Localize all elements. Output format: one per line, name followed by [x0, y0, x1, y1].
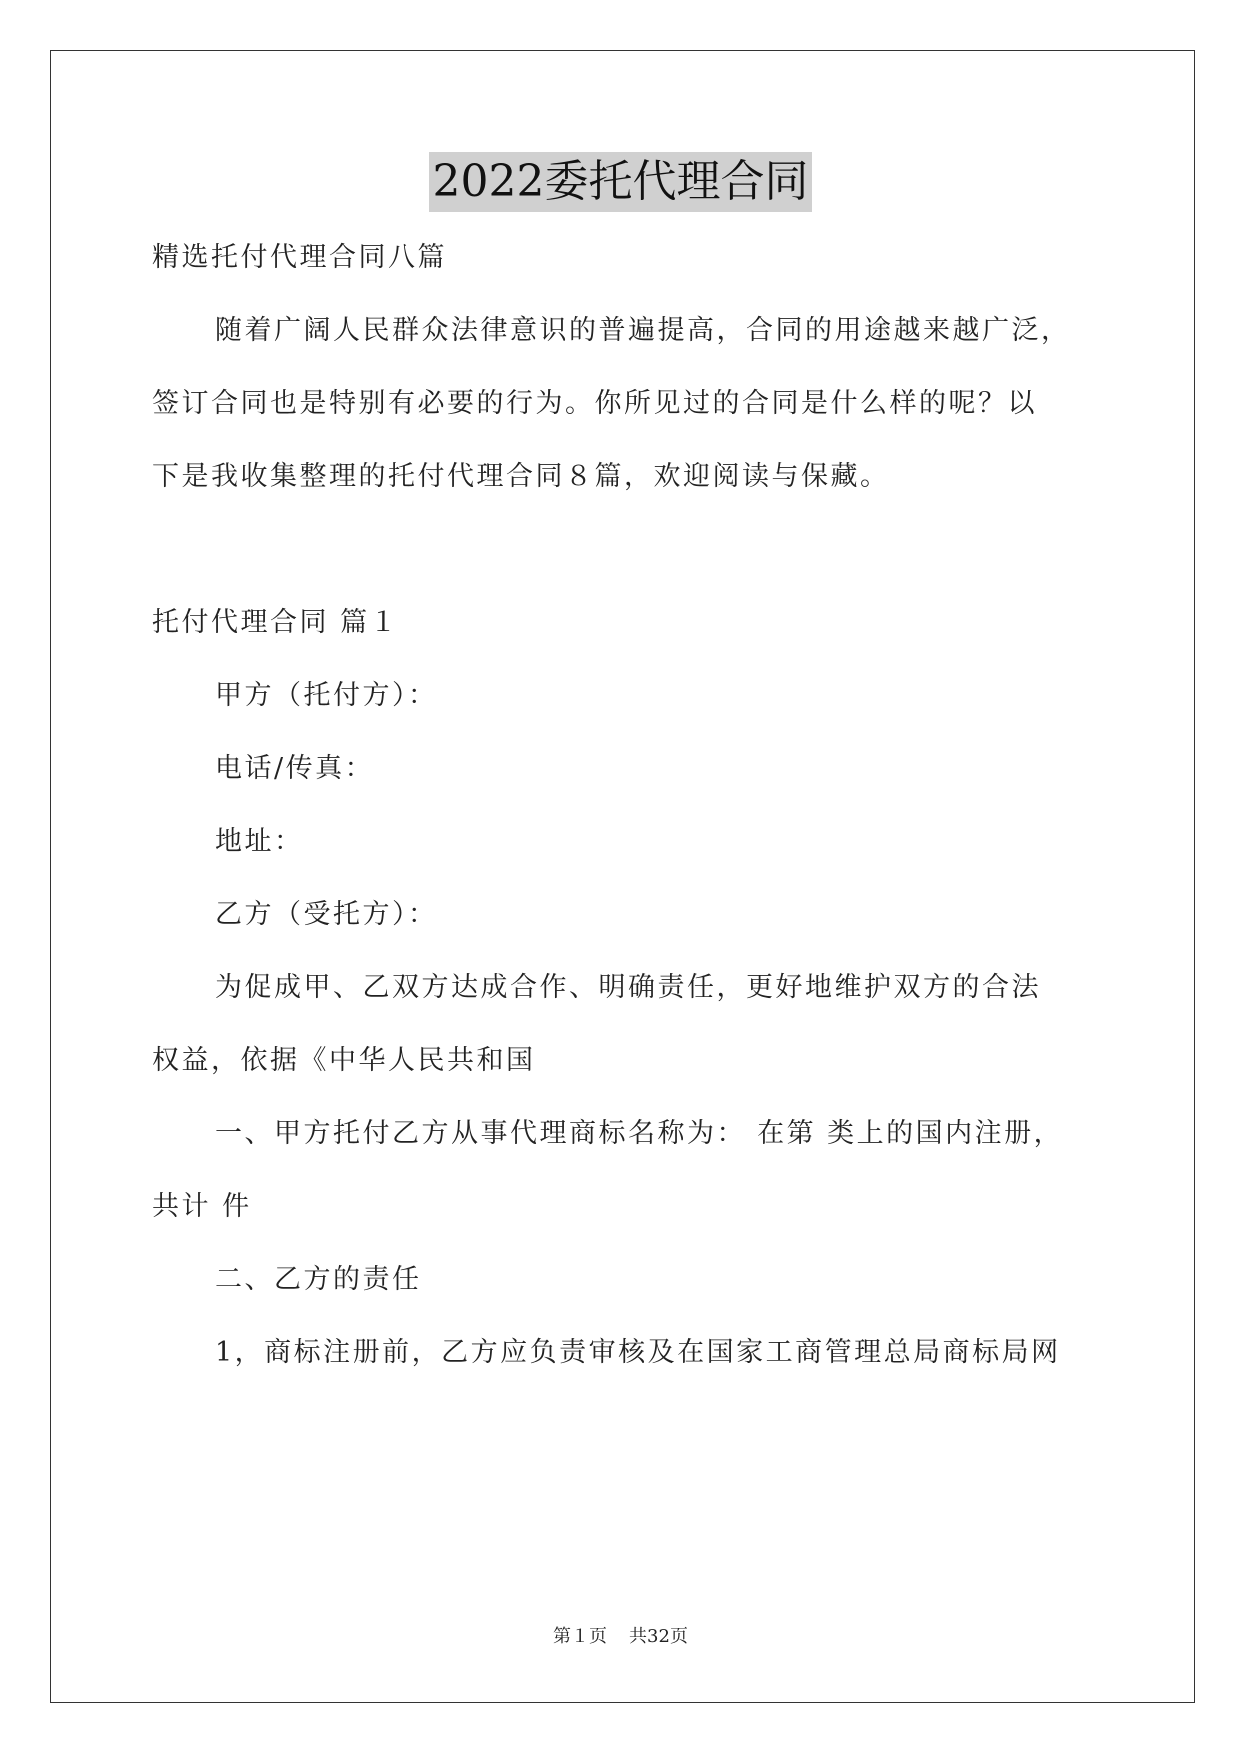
section-heading: 托付代理合同 篇１ [152, 607, 400, 638]
paragraph-line: 共计 件 [152, 1191, 252, 1222]
phone-fax-line: 电话/传真： [215, 753, 375, 784]
clause-one-line: 一、甲方托付乙方从事代理商标名称为： 在第 类上的国内注册， [215, 1118, 1064, 1149]
clause-two-heading: 二、乙方的责任 [215, 1264, 422, 1295]
clause-two-item-one: 1，商标注册前，乙方应负责审核及在国家工商管理总局商标局网 [215, 1337, 1061, 1368]
page-footer [0, 1625, 1241, 1649]
party-a-line: 甲方（托付方）： [215, 680, 438, 711]
page-number: 第１页 [553, 1626, 608, 1647]
paragraph-line: 随着广阔人民群众法律意识的普遍提高，合同的用途越来越广泛， [215, 315, 1071, 346]
document-title: 2022委托代理合同 [429, 152, 813, 212]
paragraph-line: 为促成甲、乙双方达成合作、明确责任，更好地维护双方的合法 [215, 972, 1041, 1003]
title-wrap [0, 152, 1241, 212]
paragraph-line: 权益，依据《中华人民共和国 [152, 1045, 536, 1076]
paragraph-line: 签订合同也是特别有必要的行为。你所见过的合同是什么样的呢？以 [152, 388, 1037, 419]
page-border [50, 50, 1195, 1703]
document-subtitle: 精选托付代理合同八篇 [152, 242, 447, 273]
address-line: 地址： [215, 826, 304, 857]
paragraph-line: 下是我收集整理的托付代理合同８篇，欢迎阅读与保藏。 [152, 461, 890, 492]
page-total: 共32页 [629, 1626, 688, 1647]
party-b-line: 乙方（受托方）： [215, 899, 438, 930]
